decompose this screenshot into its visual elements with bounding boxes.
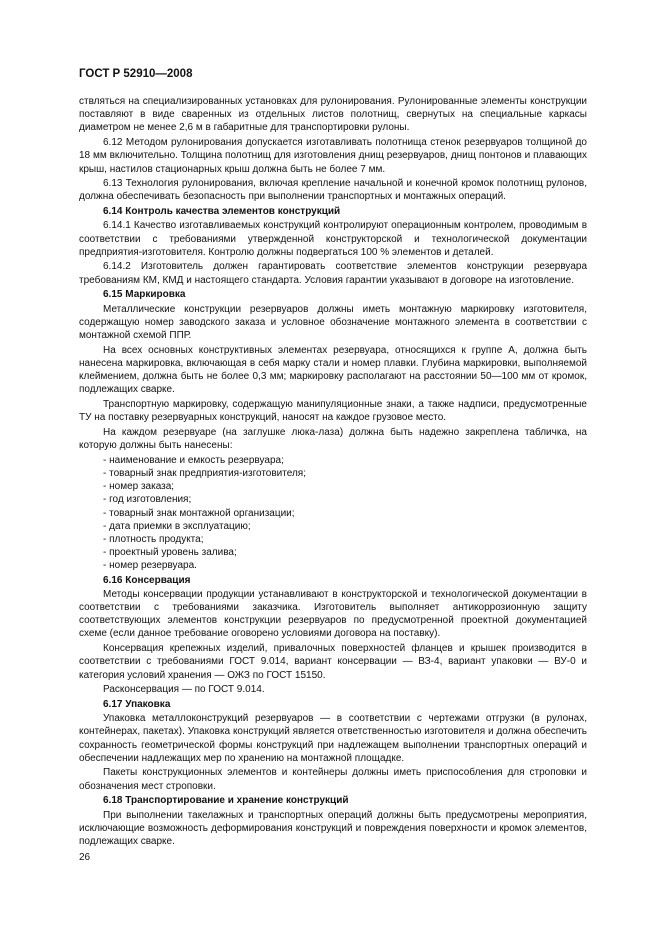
section-heading: 6.16 Консервация xyxy=(103,574,191,586)
paragraph: При выполнении такелажных и транспортных операций должны быть предусмотрены мероприятия, исключающие возможность деформирования конструкций и повреждения поверхности и кромок элементов, подлежащих сварке. xyxy=(79,809,587,847)
list-item: - наименование и емкость резервуара; xyxy=(103,454,284,466)
section-heading: 6.18 Транспортирование и хранение конструкций xyxy=(103,795,349,807)
document-header: ГОСТ Р 52910—2008 xyxy=(79,68,193,80)
list-item: - номер резервуара. xyxy=(103,560,197,572)
list-item: - номер заказа; xyxy=(103,481,175,493)
paragraph: 6.14.1 Качество изготавливаемых конструкций контролируют операционным контролем, проводимым в соответствии с требованиями утвержденной конструкторской и технологической документации предприятия-изготовителя. Контролю должны подвергаться 100 % элементов и деталей. xyxy=(79,220,587,258)
paragraph: На каждом резервуаре (на заглушке люка-лаза) должна быть надежно закреплена табличка, на которую должны быть нанесены: xyxy=(79,426,587,452)
list-item: - дата приемки в эксплуатацию; xyxy=(103,520,251,532)
paragraph: Металлические конструкции резервуаров должны иметь монтажную маркировку изготовителя, содержащую номер заводского заказа и условное обозначение монтажного элемента в соответствии с монтажной схемой ППР. xyxy=(79,303,587,341)
paragraph: На всех основных конструктивных элементах резервуара, относящихся к группе А, должна быть нанесена маркировка, включающая в себя марку стали и номер плавки. Глубина маркировки, выполняемой клеймением, должна быть не более 0,3 мм; маркировку располагают на расстоянии 50—100 мм от кромок, подлежащих сварке. xyxy=(79,344,587,396)
paragraph: Упаковка металлоконструкций резервуаров — в соответствии с чертежами отгрузки (в рулонах, контейнерах, пакетах). Упаковка конструкций является ответственностью изготовителя и должна обеспечить сохранность геометрической формы конструкций при надлежащем выполнении транспортных операций и обеспечении надлежащих мер по хранению на монтажной площадке. xyxy=(79,713,587,764)
list-item: - проектный уровень залива; xyxy=(103,547,237,559)
paragraph: 6.14.2 Изготовитель должен гарантировать соответствие элементов конструкции резервуара требованиям КМ, КМД и настоящего стандарта. Условия гарантии указывают в договоре на изготовление. xyxy=(79,261,587,286)
page-number: 26 xyxy=(79,852,91,863)
list-item: - плотность продукта; xyxy=(103,534,204,545)
paragraph: ствляться на специализированных установках для рулонирования. Рулонированные элементы конструкции поставляют в виде сваренных из отдельных листов полотнищ, свернутых на специальные каркасы диаметром не менее 2,6 м в габаритные для транспортировки рулоны. xyxy=(79,96,587,134)
paragraph: 6.13 Технология рулонирования, включая крепление начальной и конечной кромок полотнищ рулонов, должна обеспечивать безопасность при выполнении транспортных и монтажных операций. xyxy=(79,178,587,203)
list-item: - год изготовления; xyxy=(103,494,192,506)
paragraph: Транспортную маркировку, содержащую манипуляционные знаки, а также надписи, предусмотренные ТУ на поставку резервуарных конструкций, наносят на каждое грузовое место. xyxy=(79,398,587,424)
section-heading: 6.15 Маркировка xyxy=(103,289,186,301)
paragraph: Пакеты конструкционных элементов и контейнеры должны иметь приспособления для строповки и обозначения мест строповки. xyxy=(79,767,587,792)
list-item: - товарный знак монтажной организации; xyxy=(103,507,295,519)
document-body xyxy=(79,95,587,850)
paragraph: Методы консервации продукции устанавливают в конструкторской и технологической документации в соответствии с требованиями заказчика. Изготовитель выполняет антикоррозионную защиту соответствующих элементов конструкции резервуаров по предусмотренной проектной документацией схеме (если данное требование оговорено условиями договора на поставку). xyxy=(79,588,587,640)
list-item: - товарный знак предприятия-изготовителя; xyxy=(103,467,306,479)
bullet-list xyxy=(79,454,587,573)
paragraph: Расконсервация — по ГОСТ 9.014. xyxy=(103,684,265,696)
paragraph: Консервация крепежных изделий, привалочных поверхностей фланцев и крышек производится в соответствии с требованиями ГОСТ 9.014, вариант консервации — ВЗ-4, вариант упаковки — ВУ-0 и категория условий хранения — ОЖЗ по ГОСТ 15150. xyxy=(79,643,587,681)
section-heading: 6.17 Упаковка xyxy=(103,698,171,710)
section-heading: 6.14 Контроль качества элементов конструкций xyxy=(103,206,341,218)
paragraph: 6.12 Методом рулонирования допускается изготавливать полотнища стенок резервуаров толщиной до 18 мм включительно. Толщина полотнищ для изготовления днищ резервуаров, днищ понтонов и плавающих крыш, настилов стационарных крыш должна быть не более 7 мм. xyxy=(79,137,587,175)
